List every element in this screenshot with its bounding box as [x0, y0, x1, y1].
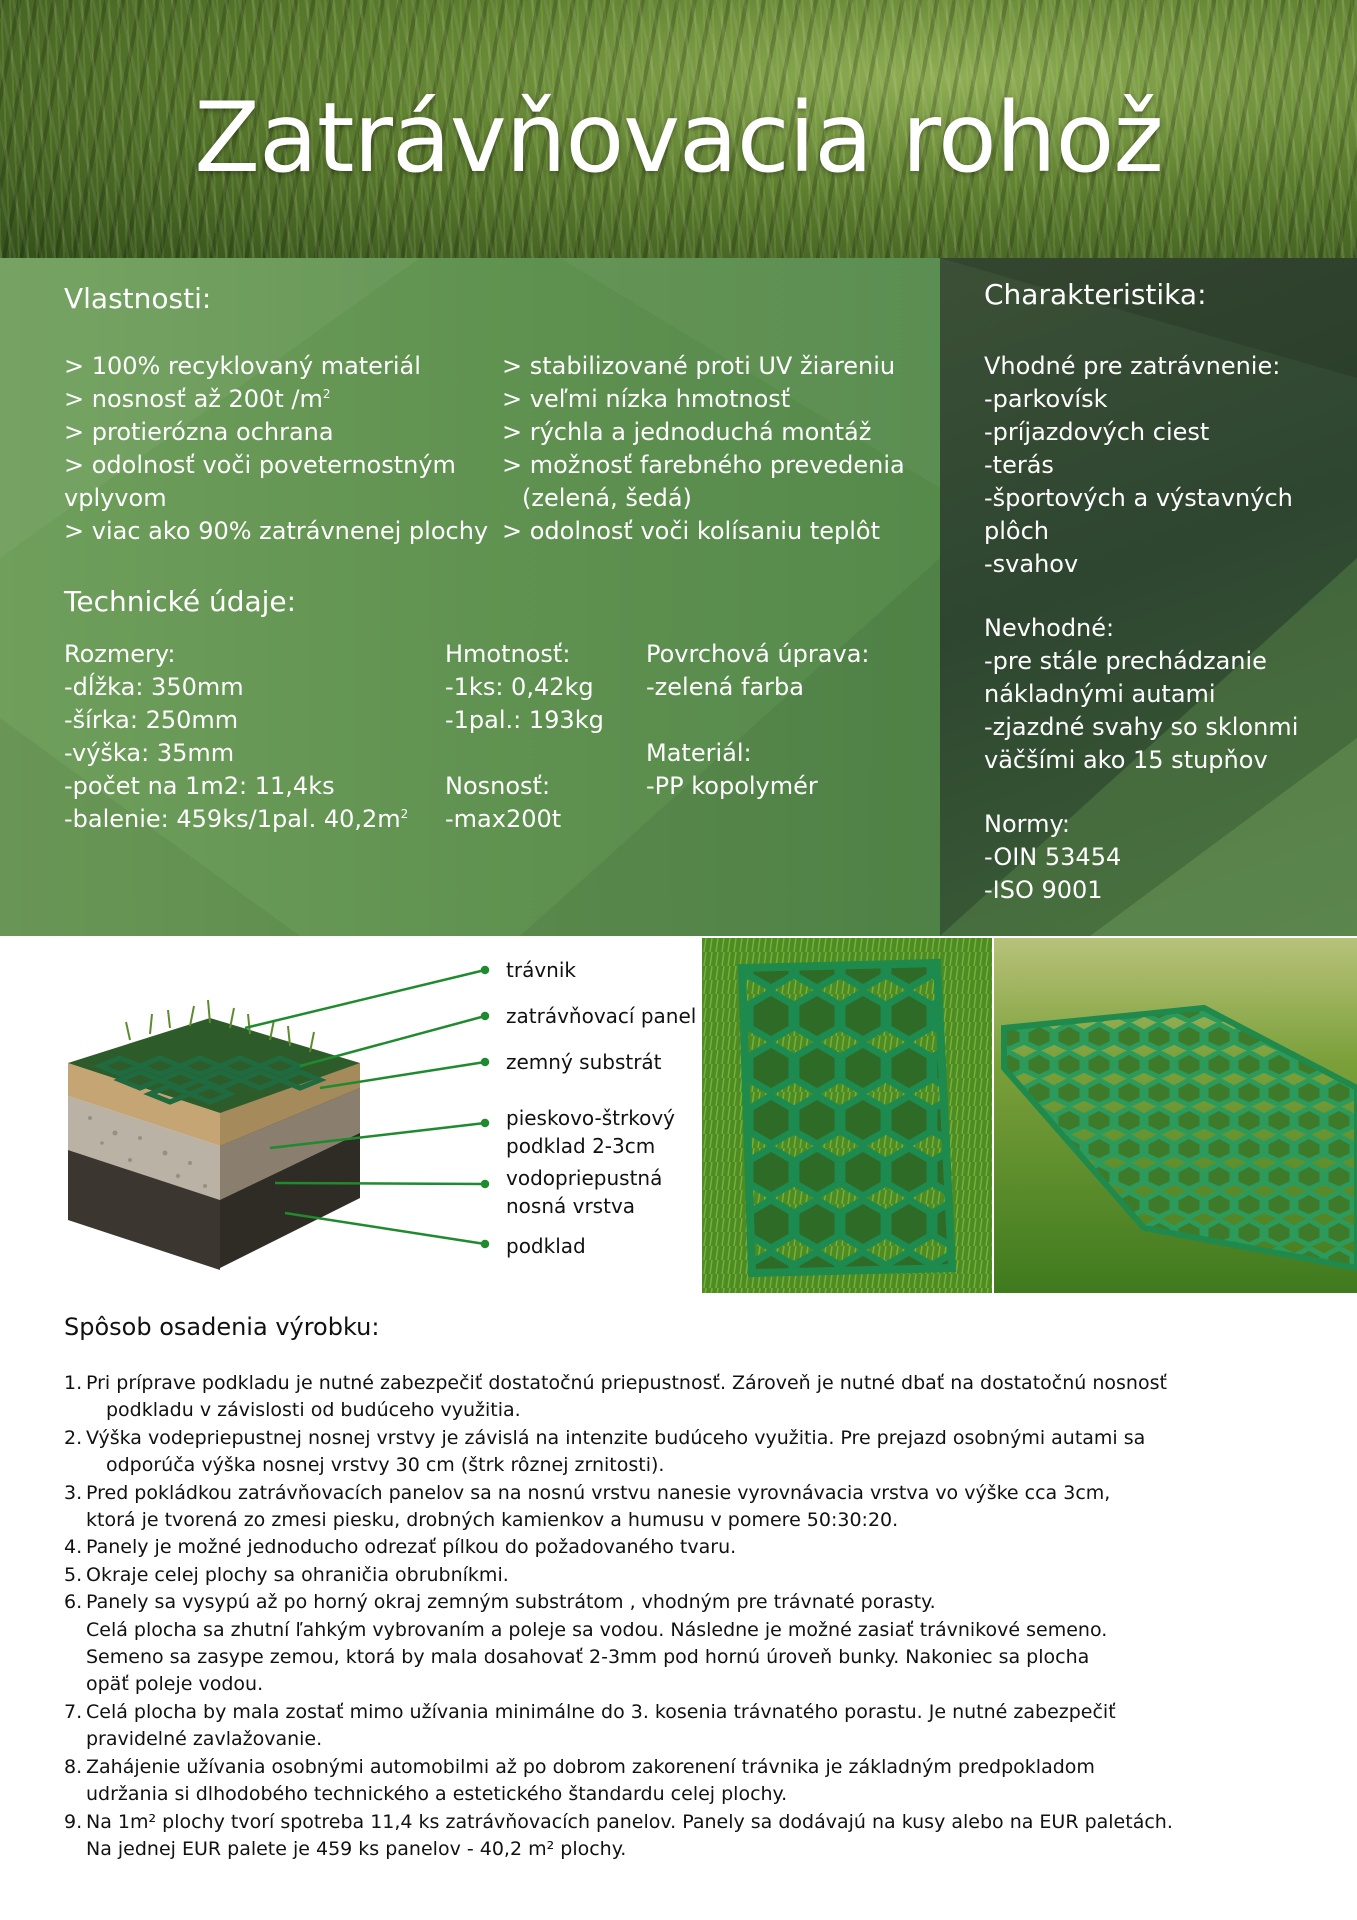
label-vodopriepustna: vodopriepustná: [506, 1166, 663, 1190]
instruction-step: 1. Pri príprave podkladu je nutné zabezpečiť dostatočnú priepustnosť. Zároveň je nutné dbať na dostatočnú nosnosť podkladu v závislosti od budúceho využitia.: [64, 1372, 1167, 1422]
property-item: vplyvom: [64, 484, 167, 512]
list-item: -príjazdových ciest: [984, 418, 1210, 446]
spec-label: Materiál:: [646, 739, 752, 767]
spec-value: -výška: 35mm: [64, 739, 235, 767]
label-substrat: zemný substrát: [506, 1050, 662, 1074]
list-item: -športových a výstavných: [984, 484, 1293, 512]
list-item: -ISO 9001: [984, 876, 1103, 904]
property-item: > odolnosť voči kolísaniu teplôt: [502, 517, 880, 545]
photo-panel-perspective: [994, 938, 1357, 1293]
rozmery-block: [64, 638, 408, 836]
property-item: > rýchla a jednoduchá montáž: [502, 418, 872, 446]
list-heading: Nevhodné:: [984, 614, 1115, 642]
spec-value: -1pal.: 193kg: [445, 706, 604, 734]
instruction-step: 2. Výška vodepriepustnej nosnej vrstvy je závislá na intenzite budúceho využitia. Pre prejazd osobnými autami sa odporúča výška nosnej vrstvy 30 cm (štrk rôznej zrnitosti).: [64, 1426, 1146, 1477]
list-item: -zjazdné svahy so sklonmi: [984, 713, 1299, 741]
instruction-step: 5. Okraje celej plochy sa ohraničia obrubníkmi.: [64, 1563, 509, 1586]
spec-label: Nosnosť:: [445, 772, 551, 800]
nevhodne-block: [984, 612, 1298, 777]
spec-value: -zelená farba: [646, 673, 804, 701]
page-title: Zatrávňovacia rohož: [194, 82, 1163, 194]
instructions-title: Spôsob osadenia výrobku:: [64, 1313, 380, 1341]
hmotnost-block: [445, 638, 604, 737]
property-item: (zelená, šedá): [522, 484, 692, 512]
property-item: > odolnosť voči poveternostným: [64, 451, 456, 479]
instruction-step: 6. Panely sa vysypú až po horný okraj zemným substrátom , vhodným pre trávnaté porasty. Celá plocha sa zhutní ľahkým vybrovaním a poleje sa vodou. Následne je možné zasiať trávnikové semeno. Semeno sa zasype zemou, ktorá by mala dosahovať 2-3mm pod hornú úroveň bunky. Nakoniec sa plocha opäť poleje vodou.: [64, 1591, 1108, 1696]
material-block: [646, 737, 818, 803]
property-item: > nosnosť až 200t $/m^2$: [64, 385, 331, 413]
list-item: plôch: [984, 517, 1049, 545]
list-item: -OIN 53454: [984, 843, 1122, 871]
label-podklad: podklad: [506, 1234, 586, 1258]
properties-panel: [0, 258, 940, 936]
instruction-step: 8. Zahájenie užívania osobnými automobilmi až po dobrom zakorenení trávnika je základným predpokladom udržania si dlhodobého technického a estetického štandardu celej plochy.: [64, 1755, 1095, 1806]
normy-block: [984, 808, 1121, 907]
label-piesok: pieskovo-štrkový: [506, 1106, 676, 1130]
list-item: -terás: [984, 451, 1054, 479]
header-grass-banner: [0, 0, 1357, 258]
spec-value: -balenie: 459ks/1pal. $40,2m^2$: [64, 805, 409, 833]
spec-label: Hmotnosť:: [445, 640, 571, 668]
instruction-step: 7. Celá plocha by mala zostať mimo užívania minimálne do 3. kosenia trávnatého porastu. Je nutné zabezpečiť pravidelné zavlažovanie.: [64, 1700, 1116, 1751]
spec-label: Povrchová úprava:: [646, 640, 870, 668]
label-panel: zatrávňovací panel: [506, 1004, 697, 1028]
vlastnosti-heading: Vlastnosti:: [64, 282, 212, 315]
label-travnik: trávnik: [506, 958, 576, 982]
list-heading: Normy:: [984, 810, 1071, 838]
instruction-step: 4. Panely je možné jednoducho odrezať pílkou do požadovaného tvaru.: [64, 1536, 737, 1559]
label-piesok-2: podklad 2-3cm: [506, 1134, 656, 1158]
list-heading: Vhodné pre zatrávnenie:: [984, 352, 1281, 380]
property-item: > veľmi nízka hmotnosť: [502, 385, 791, 413]
list-item: -pre stále prechádzanie: [984, 647, 1267, 675]
instruction-step: 9. Na 1m² plochy tvorí spotreba 11,4 ks zatrávňovacích panelov. Panely sa dodávajú na kusy alebo na EUR paletách. Na jednej EUR palete je 459 ks panelov - 40,2 m² plochy.: [64, 1810, 1173, 1860]
vhodne-block: [984, 350, 1293, 581]
list-item: -svahov: [984, 550, 1079, 578]
property-item: > viac ako 90% zatrávnenej plochy: [64, 517, 489, 545]
spec-value: -počet na 1m2: 11,4ks: [64, 772, 335, 800]
info-band: [0, 258, 1357, 936]
property-item: > protierózna ochrana: [64, 418, 334, 446]
spec-value: -PP kopolymér: [646, 772, 818, 800]
spec-label: Rozmery:: [64, 640, 176, 668]
label-nosna: nosná vrstva: [506, 1194, 636, 1218]
photo-panel-on-grass: [702, 938, 992, 1293]
list-item: väčšími ako 15 stupňov: [984, 746, 1268, 774]
spec-value: -dĺžka: 350mm: [64, 673, 244, 701]
charakteristika-heading: Charakteristika:: [984, 278, 1207, 311]
spec-value: -1ks: 0,42kg: [445, 673, 594, 701]
povrch-block: [646, 638, 870, 704]
technicke-heading: Technické údaje:: [64, 585, 297, 618]
list-item: nákladnými autami: [984, 680, 1216, 708]
layer-diagram: [60, 948, 700, 1298]
property-item: > stabilizované proti UV žiareniu: [502, 352, 896, 380]
property-item: > možnosť farebného prevedenia: [502, 451, 905, 479]
charakteristika-panel: [940, 258, 1357, 936]
spec-value: -šírka: 250mm: [64, 706, 239, 734]
vlastnosti-column-2: [502, 350, 905, 548]
property-item: > 100% recyklovaný materiál: [64, 352, 421, 380]
list-item: -parkovísk: [984, 385, 1108, 413]
vlastnosti-column-1: [64, 350, 488, 548]
instruction-step: 3. Pred pokládkou zatrávňovacích panelov sa na nosnú vrstvu nanesie vyrovnávacia vrstva vo výške cca 3cm, ktorá je tvorená zo zmesi piesku, drobných kamienkov a humusu v pomere 50:30:20.: [64, 1481, 1111, 1532]
spec-value: -max200t: [445, 805, 562, 833]
instructions-list: [64, 1370, 1304, 1863]
nosnost-block: [445, 770, 561, 836]
